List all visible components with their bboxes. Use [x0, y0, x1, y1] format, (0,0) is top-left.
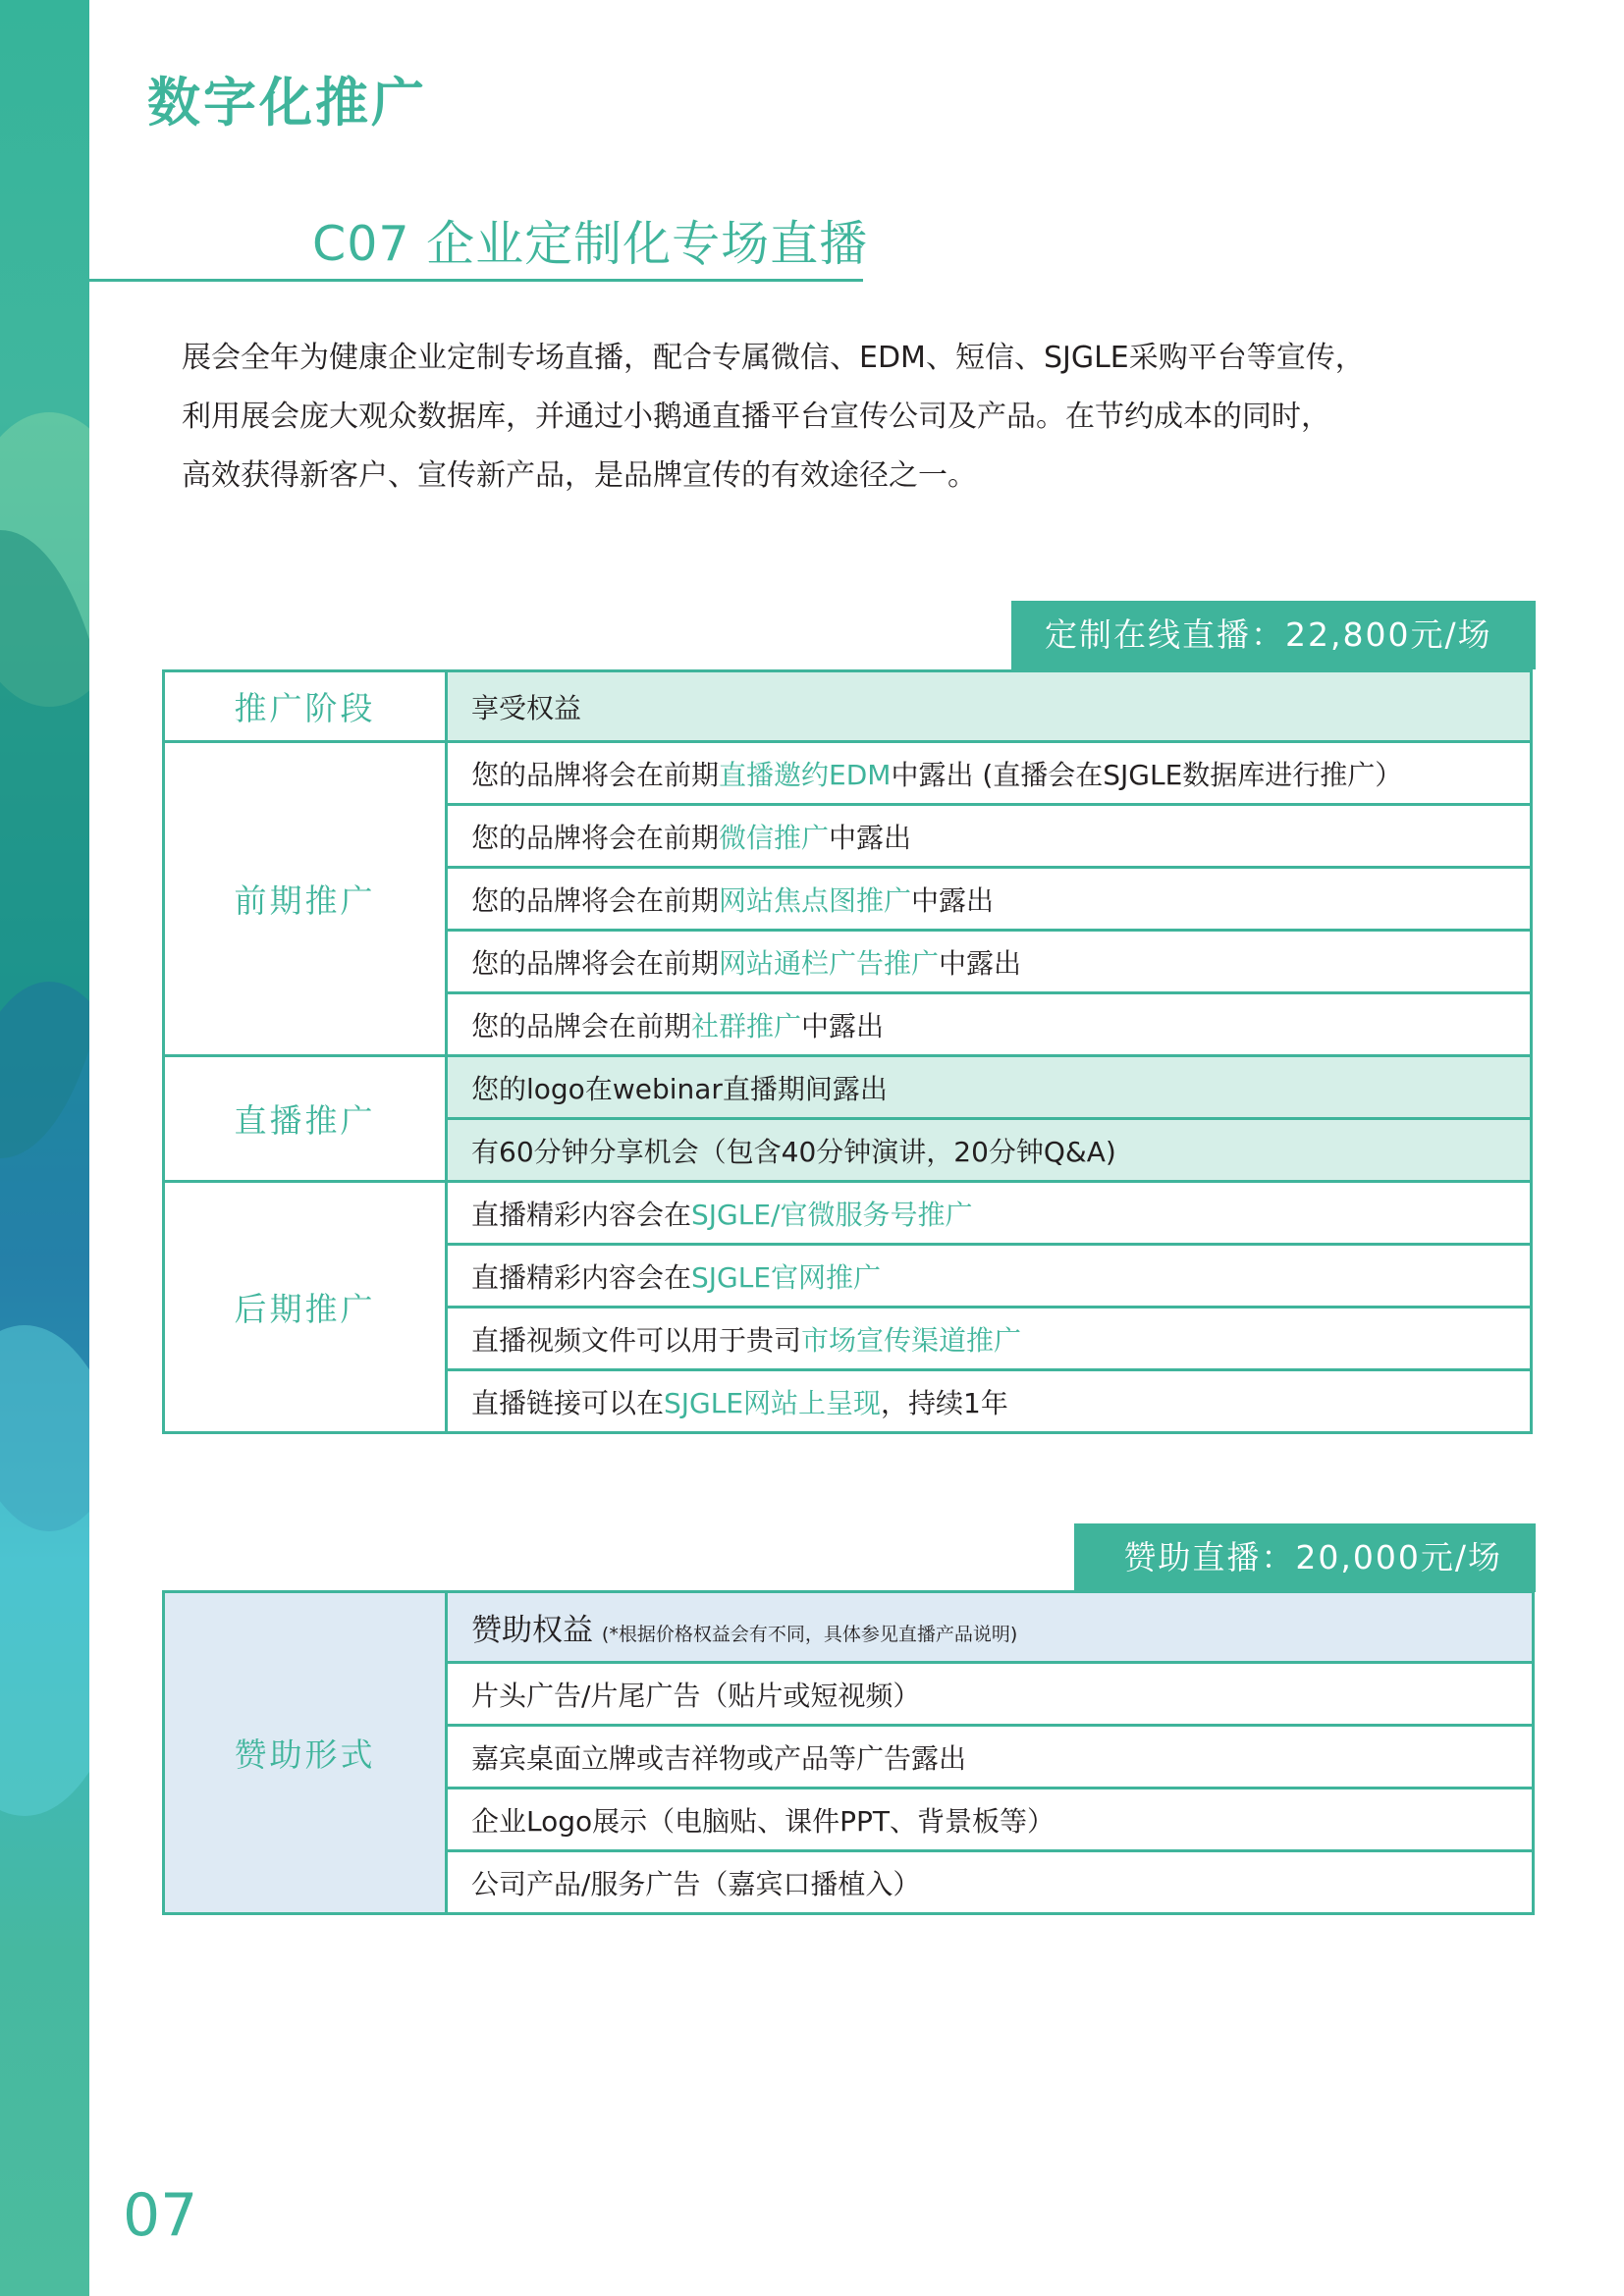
stage-live-promotion: 直播推广 — [164, 1056, 447, 1182]
benefit-highlight: SJGLE官网推广 — [691, 1260, 882, 1294]
benefit-cell — [447, 1056, 1532, 1119]
benefit-text: 您的品牌将会在前期 — [471, 883, 720, 917]
benefit-highlight: SJGLE网站上呈现 — [664, 1386, 882, 1419]
header-stage: 推广阶段 — [164, 671, 447, 742]
benefit-cell — [447, 993, 1532, 1056]
benefit-cell — [447, 1119, 1532, 1182]
benefit-highlight: 网站焦点图推广 — [719, 883, 912, 917]
benefit-highlight: 市场宣传渠道推广 — [801, 1323, 1022, 1357]
title-underline — [89, 279, 863, 282]
benefit-text: 您的品牌将会在前期 — [471, 758, 720, 791]
section-title: C07 企业定制化专场直播 — [312, 216, 869, 272]
benefit-text: 中露出 — [829, 821, 912, 854]
benefit-cell — [447, 931, 1532, 993]
benefit-cell — [447, 1370, 1532, 1433]
benefit-text: ，持续1年 — [881, 1386, 1008, 1419]
intro-line: 利用展会庞大观众数据库，并通过小鹅通直播平台宣传公司及产品。在节约成本的同时， — [182, 400, 1330, 434]
benefit-cell — [447, 805, 1532, 868]
benefit-text: 中露出 — [801, 1009, 885, 1042]
benefit-cell: 公司产品/服务广告（嘉宾口播植入） — [447, 1851, 1534, 1914]
stage-post-promotion: 后期推广 — [164, 1182, 447, 1433]
table-row — [164, 1182, 1532, 1245]
intro-line: 展会全年为健康企业定制专场直播，配合专属微信、EDM、短信、SJGLE采购平台等宣传， — [182, 341, 1365, 375]
benefit-cell: 片头广告/片尾广告（贴片或短视频） — [447, 1663, 1534, 1726]
benefit-highlight: 网站通栏广告推广 — [719, 946, 940, 980]
benefit-highlight: 直播邀约EDM — [719, 758, 892, 791]
header-benefit-note: (*根据价格权益会有不同，具体参见直播产品说明) — [601, 1624, 1018, 1645]
benefit-highlight: SJGLE/官微服务号推广 — [691, 1198, 973, 1231]
stage-pre-promotion: 前期推广 — [164, 742, 447, 1056]
table-row — [164, 1056, 1532, 1119]
benefit-text: 直播精彩内容会在 — [471, 1260, 692, 1294]
benefit-cell — [447, 1308, 1532, 1370]
page-number: 07 — [123, 2181, 198, 2250]
benefit-cell — [447, 868, 1532, 931]
intro-line: 高效获得新客户、宣传新产品，是品牌宣传的有效途径之一。 — [182, 458, 977, 493]
price-tag-sponsored-live: 赞助直播：20,000元/场 — [1074, 1523, 1536, 1592]
table-header-row — [164, 671, 1532, 742]
benefit-text: 您的logo在webinar直播期间露出 — [471, 1072, 888, 1105]
header-benefit-label: 赞助权益 — [471, 1613, 593, 1648]
benefit-text: 有60分钟分享机会（包含40分钟演讲，20分钟Q&A) — [471, 1135, 1116, 1168]
price-tag-online-live: 定制在线直播：22,800元/场 — [1011, 601, 1536, 669]
benefit-text: 您的品牌将会在前期 — [471, 946, 720, 980]
benefit-highlight: 微信推广 — [719, 821, 830, 854]
benefits-table-online-live — [162, 669, 1533, 1434]
benefit-cell — [447, 1245, 1532, 1308]
benefit-text: 直播视频文件可以用于贵司 — [471, 1323, 802, 1357]
benefit-text: 直播链接可以在 — [471, 1386, 665, 1419]
benefit-text: 您的品牌将会在前期 — [471, 821, 720, 854]
benefit-text: 中露出 — [911, 883, 995, 917]
category-title: 数字化推广 — [147, 72, 427, 133]
benefit-cell — [447, 1182, 1532, 1245]
decor-bubble — [0, 1325, 89, 1816]
benefit-cell — [447, 742, 1532, 805]
intro-paragraph — [182, 329, 1537, 506]
benefit-text: 中露出 (直播会在SJGLE数据库进行推广） — [891, 758, 1403, 791]
table-header-row — [164, 1592, 1534, 1663]
header-benefit — [447, 1592, 1534, 1663]
benefit-highlight: 社群推广 — [691, 1009, 802, 1042]
benefits-table-sponsored-live — [162, 1590, 1535, 1915]
table-row — [164, 742, 1532, 805]
decorative-side-strip — [0, 0, 89, 2296]
benefit-cell: 嘉宾桌面立牌或吉祥物或产品等广告露出 — [447, 1726, 1534, 1789]
header-benefit: 享受权益 — [447, 671, 1532, 742]
benefit-text: 您的品牌会在前期 — [471, 1009, 692, 1042]
benefit-text: 中露出 — [939, 946, 1022, 980]
benefit-text: 直播精彩内容会在 — [471, 1198, 692, 1231]
benefit-cell: 企业Logo展示（电脑贴、课件PPT、背景板等） — [447, 1789, 1534, 1851]
stage-sponsorship-form: 赞助形式 — [164, 1592, 447, 1914]
